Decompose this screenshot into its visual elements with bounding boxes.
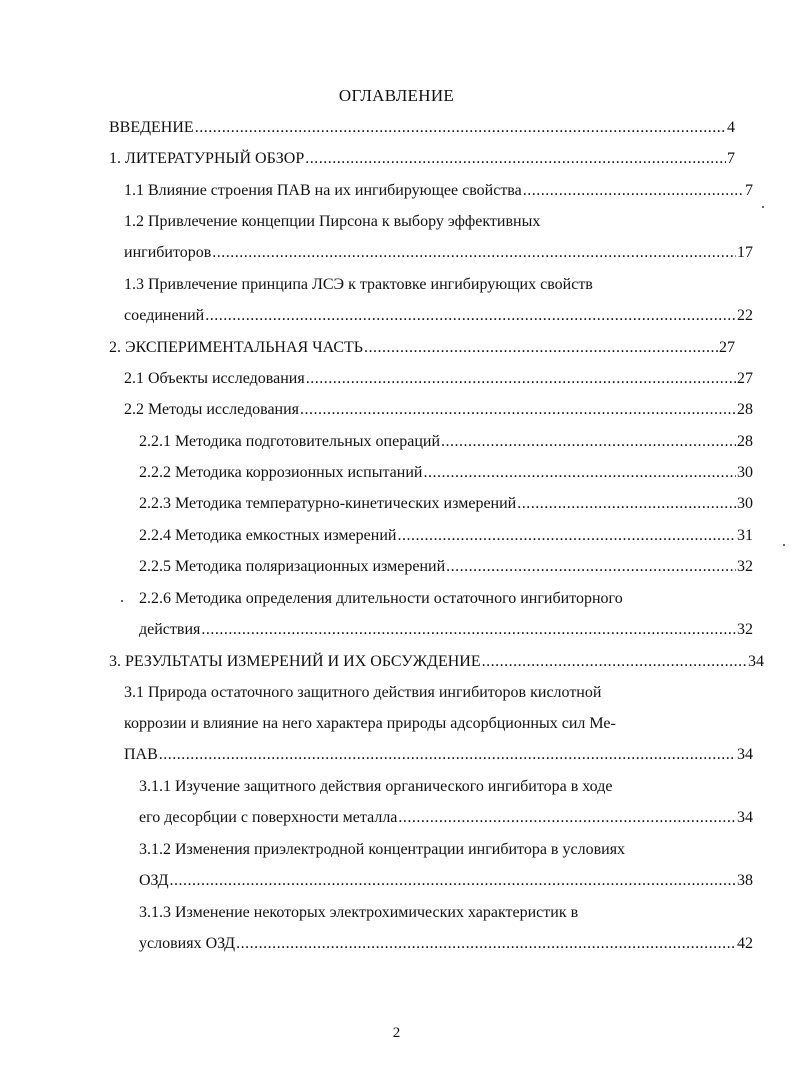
toc-entry-page: 42 [737,935,753,952]
toc-leader-dots [441,432,736,452]
toc-entry-1-1[interactable] [124,181,753,201]
toc-entry-label: 2.2 Методы исследования [124,401,300,418]
toc-entry-page: 34 [748,653,764,670]
toc-leader-dots [212,243,736,263]
scan-speck [762,206,764,208]
toc-entry-page: 34 [737,809,753,826]
toc-leader-dots [398,808,736,828]
toc-leader-dots [446,557,736,577]
toc-leader-dots [517,494,736,514]
toc-entry-page: 30 [737,495,753,512]
scan-speck [121,600,123,602]
toc-leader-dots [236,934,736,954]
toc-entry-2-2-6[interactable] [139,620,753,640]
toc-entry-page: 30 [737,464,753,481]
toc-entry-2-2-4[interactable] [139,526,753,546]
toc-entry-label: 1. ЛИТЕРАТУРНЫЙ ОБЗОР [109,150,305,167]
toc-entry-1-3[interactable] [124,306,753,326]
toc-entry-2-2-6-first-line[interactable]: 2.2.6 Методика определения длительности остаточного ингибиторного [139,590,623,607]
toc-entry-2-2-3[interactable] [139,494,753,514]
toc-entry-label: 2.1 Объекты исследования [124,370,305,387]
toc-entry-label: 2.2.2 Методика коррозионных испытаний [139,464,423,481]
toc-entry-label: 3. РЕЗУЛЬТАТЫ ИЗМЕРЕНИЙ И ИХ ОБСУЖДЕНИЕ [109,653,481,670]
toc-leader-dots [397,526,736,546]
toc-entry-3-1-second-line[interactable]: коррозии и влияние на него характера природы адсорбционных сил Ме- [124,715,616,732]
toc-entry-label: действия [139,621,201,638]
toc-entry-page: 31 [737,527,753,544]
toc-leader-dots [300,400,736,420]
toc-entry-3-1-2-first-line[interactable]: 3.1.2 Изменения приэлектродной концентрации ингибитора в условиях [139,841,626,858]
toc-entry-label: ОЗД [139,872,169,889]
toc-leader-dots [482,652,747,672]
toc-leader-dots [523,181,744,201]
toc-entry-chapter-1[interactable] [109,149,735,169]
toc-entry-page: 38 [737,872,753,889]
toc-entry-page: 28 [737,433,753,450]
toc-entry-label: ПАВ [124,746,158,763]
toc-entry-3-1-1-first-line[interactable]: 3.1.1 Изучение защитного действия органического ингибитора в ходе [139,778,613,795]
toc-entry-2-2[interactable] [124,400,753,420]
toc-leader-dots [306,369,736,389]
toc-leader-dots [170,871,736,891]
toc-entry-label: 2.2.1 Методика подготовительных операций [139,433,441,450]
toc-entry-label: ВВЕДЕНИЕ [109,119,194,136]
toc-entry-label: 2.2.5 Методика поляризационных измерений [139,558,446,575]
toc-entry-3-1-first-line[interactable]: 3.1 Природа остаточного защитного действия ингибиторов кислотной [124,684,602,701]
toc-entry-3-1-3-first-line[interactable]: 3.1.3 Изменение некоторых электрохимических характеристик в [139,904,579,921]
toc-entry-label: соединений [124,307,205,324]
scan-speck [783,544,785,546]
toc-entry-1-3-first-line[interactable]: 1.3 Привлечение принципа ЛСЭ к трактовке ингибирующих свойств [124,276,593,293]
toc-leader-dots [364,338,718,358]
toc-entry-2-2-5[interactable] [139,557,753,577]
page-number: 2 [392,1025,401,1041]
toc-entry-page: 28 [737,401,753,418]
toc-entry-3-1-2[interactable] [139,871,753,891]
toc-entry-2-2-1[interactable] [139,432,753,452]
toc-entry-chapter-2[interactable] [109,338,735,358]
toc-leader-dots [201,620,736,640]
toc-entry-label: 2.2.3 Методика температурно-кинетических измерений [139,495,517,512]
toc-entry-page: 17 [737,244,753,261]
toc-entry-3-1-3[interactable] [139,934,753,954]
toc-leader-dots [159,745,736,765]
toc-entry-page: 7 [745,182,753,199]
toc-entry-page: 27 [737,370,753,387]
toc-entry-page: 34 [737,746,753,763]
toc-entry-1-2[interactable] [124,243,753,263]
toc-leader-dots [195,118,726,138]
toc-entry-page: 27 [719,339,735,356]
toc-leader-dots [423,463,736,483]
toc-entry-page: 4 [727,119,735,136]
toc-entry-label: 2. ЭКСПЕРИМЕНТАЛЬНАЯ ЧАСТЬ [109,339,363,356]
toc-entry-label: ингибиторов [124,244,212,261]
toc-entry-1-2-first-line[interactable]: 1.2 Привлечение концепции Пирсона к выбору эффективных [124,213,541,230]
page-title: ОГЛАВЛЕНИЕ [338,86,455,105]
toc-entry-label: его десорбции с поверхности металла [139,809,398,826]
toc-leader-dots [205,306,736,326]
toc-entry-label: 1.1 Влияние строения ПАВ на их ингибирующее свойства [124,182,522,199]
toc-entry-introduction[interactable] [109,118,735,138]
toc-entry-page: 32 [737,621,753,638]
toc-entry-3-1[interactable] [124,745,753,765]
toc-entry-2-2-2[interactable] [139,463,753,483]
toc-entry-page: 32 [737,558,753,575]
toc-entry-3-1-1[interactable] [139,808,753,828]
toc-entry-page: 22 [737,307,753,324]
toc-entry-page: 7 [727,150,735,167]
toc-leader-dots [305,149,726,169]
toc-entry-label: условиях ОЗД [139,935,236,952]
toc-entry-chapter-3[interactable] [109,652,764,672]
toc-entry-label: 2.2.4 Методика емкостных измерений [139,527,397,544]
toc-entry-2-1[interactable] [124,369,753,389]
